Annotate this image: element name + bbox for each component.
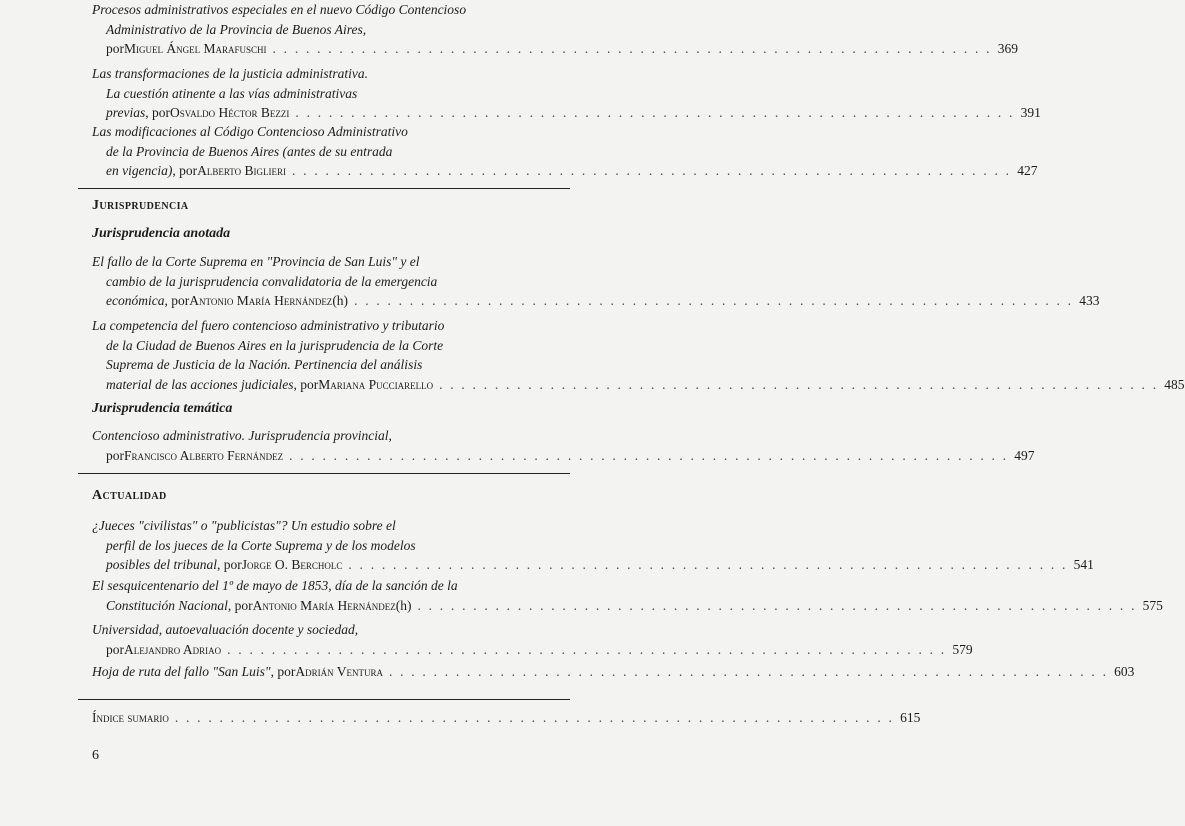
leader-dots: . . . . . . . . . . . . . . . . . . . . . . . . . . . . . . . . . . . . . . . . . . . . . . . . . . . . . . . . . . . . . . . . .	[439, 376, 1159, 392]
toc-entry-prefix: por	[106, 447, 124, 463]
toc-entry-title-line: ¿Jueces "civilistas" o "publicistas"? Un estudio sobre el	[92, 518, 396, 533]
leader-dots: . . . . . . . . . . . . . . . . . . . . . . . . . . . . . . . . . . . . . . . . . . . . . . . . . . . . . . . . . . . . . . . . .	[348, 557, 1068, 572]
toc-entry-author: Jorge O. Bercholc	[241, 557, 343, 572]
indice-sumario-label: Índice sumario	[92, 710, 169, 725]
toc-entry-page: 485	[1164, 376, 1185, 392]
toc-entry-author: Miguel Ángel Marafuschi	[124, 41, 267, 56]
toc-entry-title-line: La cuestión atinente a las vías administrativas	[106, 85, 358, 101]
toc-entry-prefix: , por	[227, 597, 253, 613]
section-divider	[78, 188, 570, 189]
leader-dots: . . . . . . . . . . . . . . . . . . . . . . . . . . . . . . . . . . . . . . . . . . . . . . . . . . . . . . . . . . . . . . . . .	[354, 293, 1074, 308]
toc-entry-prefix: , por	[293, 376, 319, 392]
toc-entry-author: Alberto Biglieri	[197, 163, 287, 178]
toc-entry-title-line: Suprema de Justicia de la Nación. Pertinencia del análisis	[106, 357, 423, 372]
toc-entry-page: 541	[1073, 557, 1094, 572]
toc-entry-prefix: , por	[172, 163, 198, 178]
toc-entry-author: Francisco Alberto Fernández	[124, 447, 284, 463]
leader-dots: . . . . . . . . . . . . . . . . . . . . . . . . . . . . . . . . . . . . . . . . . . . . . . . . . . . . . . . . . . . . . . . . .	[289, 447, 1009, 463]
indice-sumario-page: 615	[900, 710, 921, 725]
toc-entry-page: 433	[1079, 293, 1100, 308]
toc-entry-title-line: Universidad, autoevaluación docente y sociedad,	[92, 622, 359, 637]
leader-dots: . . . . . . . . . . . . . . . . . . . . . . . . . . . . . . . . . . . . . . . . . . . . . . . . . . . . . . . . . . . . . . . . .	[417, 597, 1137, 613]
leader-dots: . . . . . . . . . . . . . . . . . . . . . . . . . . . . . . . . . . . . . . . . . . . . . . . . . . . . . . . . . . . . . . . . .	[174, 710, 895, 725]
section-title-actualidad: Actualidad	[92, 488, 167, 503]
toc-entry-page: 603	[1114, 664, 1135, 679]
toc-entry-byline	[106, 446, 1035, 466]
toc-entry-prefix: , por	[145, 105, 170, 120]
toc-entry-title-line: Contencioso administrativo. Jurisprudencia provincial,	[92, 428, 392, 443]
indice-sumario-line	[92, 708, 921, 728]
toc-entry-page: 369	[997, 41, 1018, 56]
toc-entry-title-line: perfil de los jueces de la Corte Suprema y de los modelos	[106, 537, 416, 553]
leader-dots: . . . . . . . . . . . . . . . . . . . . . . . . . . . . . . . . . . . . . . . . . . . . . . . . . . . . . . . . . . . . . . . . .	[388, 664, 1109, 679]
leader-dots: . . . . . . . . . . . . . . . . . . . . . . . . . . . . . . . . . . . . . . . . . . . . . . . . . . . . . . . . . . . . . . . . .	[227, 641, 947, 657]
toc-entry-page: 391	[1020, 105, 1041, 120]
toc-entry-byline	[106, 39, 1018, 59]
toc-entry-byline	[106, 555, 1094, 575]
toc-entry-page: 575	[1142, 597, 1163, 613]
toc-entry-page: 497	[1014, 447, 1035, 463]
leader-dots: . . . . . . . . . . . . . . . . . . . . . . . . . . . . . . . . . . . . . . . . . . . . . . . . . . . . . . . . . . . . . . . . .	[292, 163, 1012, 178]
toc-entry-prefix: , por	[270, 664, 296, 679]
toc-entry-author: Adrián Ventura	[295, 664, 383, 679]
toc-entry-title-line: Administrativo de la Provincia de Buenos Aires,	[106, 21, 367, 37]
toc-entry-prefix: , por	[217, 557, 242, 572]
toc-entry-author: Antonio María Hernández	[252, 597, 396, 613]
toc-entry-author: Antonio María Hernández	[189, 293, 333, 308]
toc-entry-author: Alejandro Adriao	[124, 641, 222, 657]
toc-entry-title-line: La competencia del fuero contencioso administrativo y tributario	[92, 318, 445, 333]
toc-entry-byline	[106, 640, 973, 660]
toc-entry-title-end: Constitución Nacional	[106, 597, 228, 613]
section-title-jurisprudencia: Jurisprudencia	[92, 198, 189, 213]
toc-entry-byline	[106, 596, 1163, 616]
toc-entry-title-line: El sesquicentenario del 1º de mayo de 1853, día de la sanción de la	[92, 578, 458, 593]
toc-entry-author: Osvaldo Héctor Bezzi	[170, 105, 290, 120]
toc-entry-title-end: en vigencia)	[106, 163, 173, 178]
toc-entry-byline	[106, 291, 1100, 311]
leader-dots: . . . . . . . . . . . . . . . . . . . . . . . . . . . . . . . . . . . . . . . . . . . . . . . . . . . . . . . . . . . . . . . . .	[272, 41, 992, 56]
toc-entry-title-line: Las transformaciones de la justicia administrativa.	[92, 66, 369, 81]
toc-entry-title-line: El fallo de la Corte Suprema en "Provincia de San Luis" y el	[92, 254, 420, 269]
toc-entry-title-end: económica	[106, 293, 165, 308]
subsection-title-anotada: Jurisprudencia anotada	[92, 226, 231, 241]
toc-entry-byline	[106, 375, 1185, 395]
section-divider	[78, 699, 570, 700]
toc-entry-byline	[92, 662, 1135, 682]
subsection-title-tematica: Jurisprudencia temática	[92, 401, 233, 416]
section-divider	[78, 473, 570, 474]
toc-entry-prefix: por	[106, 641, 124, 657]
toc-entry-title-line: cambio de la jurisprudencia convalidatoria de la emergencia	[106, 273, 438, 289]
toc-entry-title-end: previas	[106, 105, 146, 120]
toc-entry-page: 427	[1017, 163, 1038, 178]
toc-entry-title-end: material de las acciones judiciales	[106, 376, 294, 392]
page-number: 6	[92, 748, 99, 763]
toc-entry-author: Mariana Pucciarello	[318, 376, 434, 392]
toc-entry-byline	[106, 161, 1038, 181]
toc-entry-suffix: (h)	[332, 293, 349, 308]
toc-entry-suffix: (h)	[395, 597, 412, 613]
toc-entry-title-line: de la Ciudad de Buenos Aires en la jurisprudencia de la Corte	[106, 337, 444, 353]
toc-entry-title-line: de la Provincia de Buenos Aires (antes de su entrada	[106, 143, 393, 159]
leader-dots: . . . . . . . . . . . . . . . . . . . . . . . . . . . . . . . . . . . . . . . . . . . . . . . . . . . . . . . . . . . . . . . . .	[295, 105, 1015, 120]
toc-entry-title-end: posibles del tribunal	[106, 557, 217, 572]
toc-entry-title-end: Hoja de ruta del fallo "San Luis"	[92, 664, 271, 679]
toc-entry-prefix: , por	[164, 293, 190, 308]
toc-entry-byline	[106, 103, 1041, 123]
toc-entry-prefix: por	[106, 41, 124, 56]
toc-entry-title-line: Las modificaciones al Código Contencioso Administrativo	[92, 124, 408, 139]
toc-entry-title-line: Procesos administrativos especiales en el nuevo Código Contencioso	[92, 2, 467, 17]
toc-entry-page: 579	[952, 641, 973, 657]
